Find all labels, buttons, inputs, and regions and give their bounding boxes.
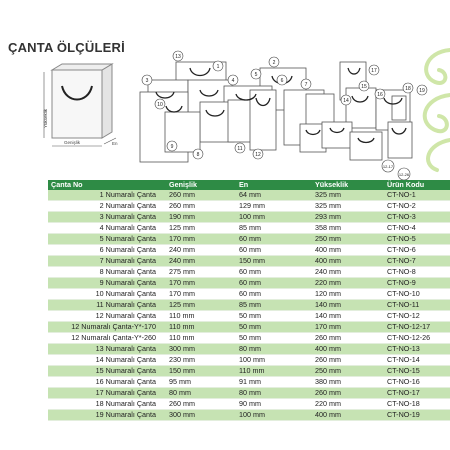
cell-width: 150 mm: [166, 366, 236, 377]
svg-text:17: 17: [371, 68, 377, 74]
cell-depth: 80 mm: [236, 388, 312, 399]
header-width: Genişlik: [166, 180, 236, 190]
callout-14: [341, 95, 351, 105]
svg-text:19: 19: [419, 88, 425, 94]
svg-text:11: 11: [237, 146, 243, 152]
cell-bag-no: 12 Numaralı Çanta-Y*-170: [48, 322, 166, 333]
cell-depth: 50 mm: [236, 311, 312, 322]
cell-width: 170 mm: [166, 289, 236, 300]
cell-width: 110 mm: [166, 333, 236, 344]
table-row: [48, 377, 450, 388]
cell-product-code: CT-NO-15: [384, 366, 450, 377]
table-row: [48, 300, 450, 311]
callout-5: [251, 69, 261, 79]
callout-10: [155, 99, 165, 109]
svg-text:9: 9: [170, 144, 174, 150]
cell-depth: 50 mm: [236, 333, 312, 344]
cell-product-code: CT-NO-17: [384, 388, 450, 399]
height-label: Yükseklik: [43, 108, 48, 128]
cell-width: 125 mm: [166, 300, 236, 311]
cell-bag-no: 4 Numaralı Çanta: [48, 223, 166, 234]
cell-width: 95 mm: [166, 377, 236, 388]
cell-bag-no: 17 Numaralı Çanta: [48, 388, 166, 399]
cell-depth: 129 mm: [236, 201, 312, 212]
cell-bag-no: 1 Numaralı Çanta: [48, 190, 166, 201]
page-title: ÇANTA ÖLÇÜLERİ: [8, 40, 125, 55]
callout-18: [403, 83, 413, 93]
table-row: [48, 366, 450, 377]
table-row: [48, 410, 450, 421]
cell-width: 170 mm: [166, 234, 236, 245]
table-row: [48, 212, 450, 223]
cell-bag-no: 16 Numaralı Çanta: [48, 377, 166, 388]
callout-4: [228, 75, 238, 85]
cell-height: 400 mm: [312, 410, 384, 421]
cell-product-code: CT-NO-6: [384, 245, 450, 256]
svg-text:16: 16: [377, 92, 383, 98]
cell-bag-no: 12 Numaralı Çanta-Y*-260: [48, 333, 166, 344]
svg-text:14: 14: [343, 98, 349, 104]
cell-bag-no: 6 Numaralı Çanta: [48, 245, 166, 256]
cell-width: 80 mm: [166, 388, 236, 399]
svg-text:15: 15: [361, 84, 367, 90]
svg-text:10: 10: [157, 102, 163, 108]
cell-bag-no: 12 Numaralı Çanta: [48, 311, 166, 322]
cell-width: 230 mm: [166, 355, 236, 366]
cell-product-code: CT-NO-12-17: [384, 322, 450, 333]
cell-height: 220 mm: [312, 399, 384, 410]
table-row: [48, 399, 450, 410]
callout-12: [253, 149, 263, 159]
table-row: [48, 267, 450, 278]
cell-height: 358 mm: [312, 223, 384, 234]
cell-height: 240 mm: [312, 267, 384, 278]
cell-depth: 91 mm: [236, 377, 312, 388]
cell-height: 250 mm: [312, 366, 384, 377]
svg-text:8: 8: [196, 152, 200, 158]
header-bag-no: Çanta No: [48, 180, 166, 190]
table-row: [48, 344, 450, 355]
svg-text:12-26: 12-26: [398, 172, 410, 177]
callout-12-26: [398, 168, 410, 180]
bag-dimension-diagram: [0, 50, 450, 180]
cell-width: 190 mm: [166, 212, 236, 223]
cell-bag-no: 18 Numaralı Çanta: [48, 399, 166, 410]
table-row: [48, 223, 450, 234]
cell-product-code: CT-NO-18: [384, 399, 450, 410]
width-label: Genişlik: [64, 140, 81, 145]
cell-product-code: CT-NO-4: [384, 223, 450, 234]
svg-text:5: 5: [254, 72, 258, 78]
cell-product-code: CT-NO-13: [384, 344, 450, 355]
cell-height: 293 mm: [312, 212, 384, 223]
table-row: [48, 333, 450, 344]
cell-height: 220 mm: [312, 278, 384, 289]
svg-text:18: 18: [405, 86, 411, 92]
svg-text:6: 6: [280, 78, 284, 84]
cell-width: 240 mm: [166, 256, 236, 267]
callout-19: [417, 85, 427, 95]
table-row: [48, 234, 450, 245]
bag-outlines: [140, 62, 412, 162]
cell-bag-no: 3 Numaralı Çanta: [48, 212, 166, 223]
example-bag: [52, 64, 112, 138]
callout-13: [173, 51, 183, 61]
header-depth: En: [236, 180, 312, 190]
table-row: [48, 278, 450, 289]
cell-depth: 60 mm: [236, 289, 312, 300]
cell-product-code: CT-NO-1: [384, 190, 450, 201]
table-row: [48, 289, 450, 300]
cell-width: 110 mm: [166, 311, 236, 322]
cell-product-code: CT-NO-9: [384, 278, 450, 289]
svg-text:3: 3: [145, 78, 149, 84]
cell-product-code: CT-NO-16: [384, 377, 450, 388]
cell-width: 240 mm: [166, 245, 236, 256]
cell-height: 325 mm: [312, 190, 384, 201]
callout-6: [277, 75, 287, 85]
svg-text:7: 7: [304, 82, 308, 88]
cell-product-code: CT-NO-3: [384, 212, 450, 223]
bag-size-table: [48, 180, 450, 421]
cell-product-code: CT-NO-14: [384, 355, 450, 366]
table-row: [48, 245, 450, 256]
cell-height: 325 mm: [312, 201, 384, 212]
callout-9: [167, 141, 177, 151]
header-height: Yükseklik: [312, 180, 384, 190]
cell-depth: 110 mm: [236, 366, 312, 377]
table-row: [48, 388, 450, 399]
cell-height: 250 mm: [312, 234, 384, 245]
cell-bag-no: 11 Numaralı Çanta: [48, 300, 166, 311]
cell-depth: 85 mm: [236, 223, 312, 234]
callout-16: [375, 89, 385, 99]
table-row: [48, 322, 450, 333]
callout-15: [359, 81, 369, 91]
svg-text:12: 12: [255, 152, 261, 158]
table-row: [48, 355, 450, 366]
cell-product-code: CT-NO-19: [384, 410, 450, 421]
cell-width: 170 mm: [166, 278, 236, 289]
cell-bag-no: 2 Numaralı Çanta: [48, 201, 166, 212]
cell-depth: 90 mm: [236, 399, 312, 410]
cell-height: 140 mm: [312, 311, 384, 322]
cell-product-code: CT-NO-12-26: [384, 333, 450, 344]
cell-bag-no: 19 Numaralı Çanta: [48, 410, 166, 421]
cell-width: 300 mm: [166, 344, 236, 355]
table-row: [48, 311, 450, 322]
cell-product-code: CT-NO-12: [384, 311, 450, 322]
cell-depth: 60 mm: [236, 278, 312, 289]
cell-product-code: CT-NO-10: [384, 289, 450, 300]
cell-depth: 50 mm: [236, 322, 312, 333]
cell-product-code: CT-NO-5: [384, 234, 450, 245]
callout-1: [213, 61, 223, 71]
cell-bag-no: 7 Numaralı Çanta: [48, 256, 166, 267]
cell-depth: 150 mm: [236, 256, 312, 267]
cell-height: 260 mm: [312, 355, 384, 366]
depth-label: En: [112, 141, 118, 146]
cell-width: 125 mm: [166, 223, 236, 234]
cell-bag-no: 5 Numaralı Çanta: [48, 234, 166, 245]
cell-bag-no: 9 Numaralı Çanta: [48, 278, 166, 289]
cell-height: 400 mm: [312, 245, 384, 256]
cell-width: 260 mm: [166, 399, 236, 410]
header-product-code: Ürün Kodu: [384, 180, 450, 190]
cell-height: 260 mm: [312, 388, 384, 399]
cell-depth: 60 mm: [236, 234, 312, 245]
svg-text:13: 13: [175, 54, 181, 60]
cell-depth: 80 mm: [236, 344, 312, 355]
cell-height: 400 mm: [312, 256, 384, 267]
cell-height: 120 mm: [312, 289, 384, 300]
cell-bag-no: 8 Numaralı Çanta: [48, 267, 166, 278]
table-header-row: [48, 180, 450, 190]
callout-8: [193, 149, 203, 159]
callout-2: [269, 57, 279, 67]
svg-text:1: 1: [216, 64, 220, 70]
cell-depth: 100 mm: [236, 212, 312, 223]
cell-bag-no: 13 Numaralı Çanta: [48, 344, 166, 355]
cell-width: 110 mm: [166, 322, 236, 333]
cell-depth: 100 mm: [236, 355, 312, 366]
cell-width: 260 mm: [166, 190, 236, 201]
cell-bag-no: 15 Numaralı Çanta: [48, 366, 166, 377]
cell-width: 275 mm: [166, 267, 236, 278]
cell-depth: 85 mm: [236, 300, 312, 311]
table-row: [48, 201, 450, 212]
cell-height: 260 mm: [312, 333, 384, 344]
cell-product-code: CT-NO-2: [384, 201, 450, 212]
cell-width: 260 mm: [166, 201, 236, 212]
svg-text:12-17: 12-17: [382, 164, 394, 169]
cell-product-code: CT-NO-8: [384, 267, 450, 278]
cell-depth: 64 mm: [236, 190, 312, 201]
cell-height: 400 mm: [312, 344, 384, 355]
callout-17: [369, 65, 379, 75]
table-row: [48, 256, 450, 267]
cell-width: 300 mm: [166, 410, 236, 421]
callout-7: [301, 79, 311, 89]
cell-product-code: CT-NO-7: [384, 256, 450, 267]
cell-bag-no: 10 Numaralı Çanta: [48, 289, 166, 300]
cell-product-code: CT-NO-11: [384, 300, 450, 311]
svg-text:2: 2: [272, 60, 276, 66]
cell-bag-no: 14 Numaralı Çanta: [48, 355, 166, 366]
cell-height: 170 mm: [312, 322, 384, 333]
callout-12-17: [382, 160, 394, 172]
callout-11: [235, 143, 245, 153]
table-row: [48, 190, 450, 201]
cell-depth: 60 mm: [236, 267, 312, 278]
cell-height: 380 mm: [312, 377, 384, 388]
callout-3: [142, 75, 152, 85]
svg-text:4: 4: [231, 78, 235, 84]
cell-height: 140 mm: [312, 300, 384, 311]
cell-depth: 60 mm: [236, 245, 312, 256]
cell-depth: 100 mm: [236, 410, 312, 421]
